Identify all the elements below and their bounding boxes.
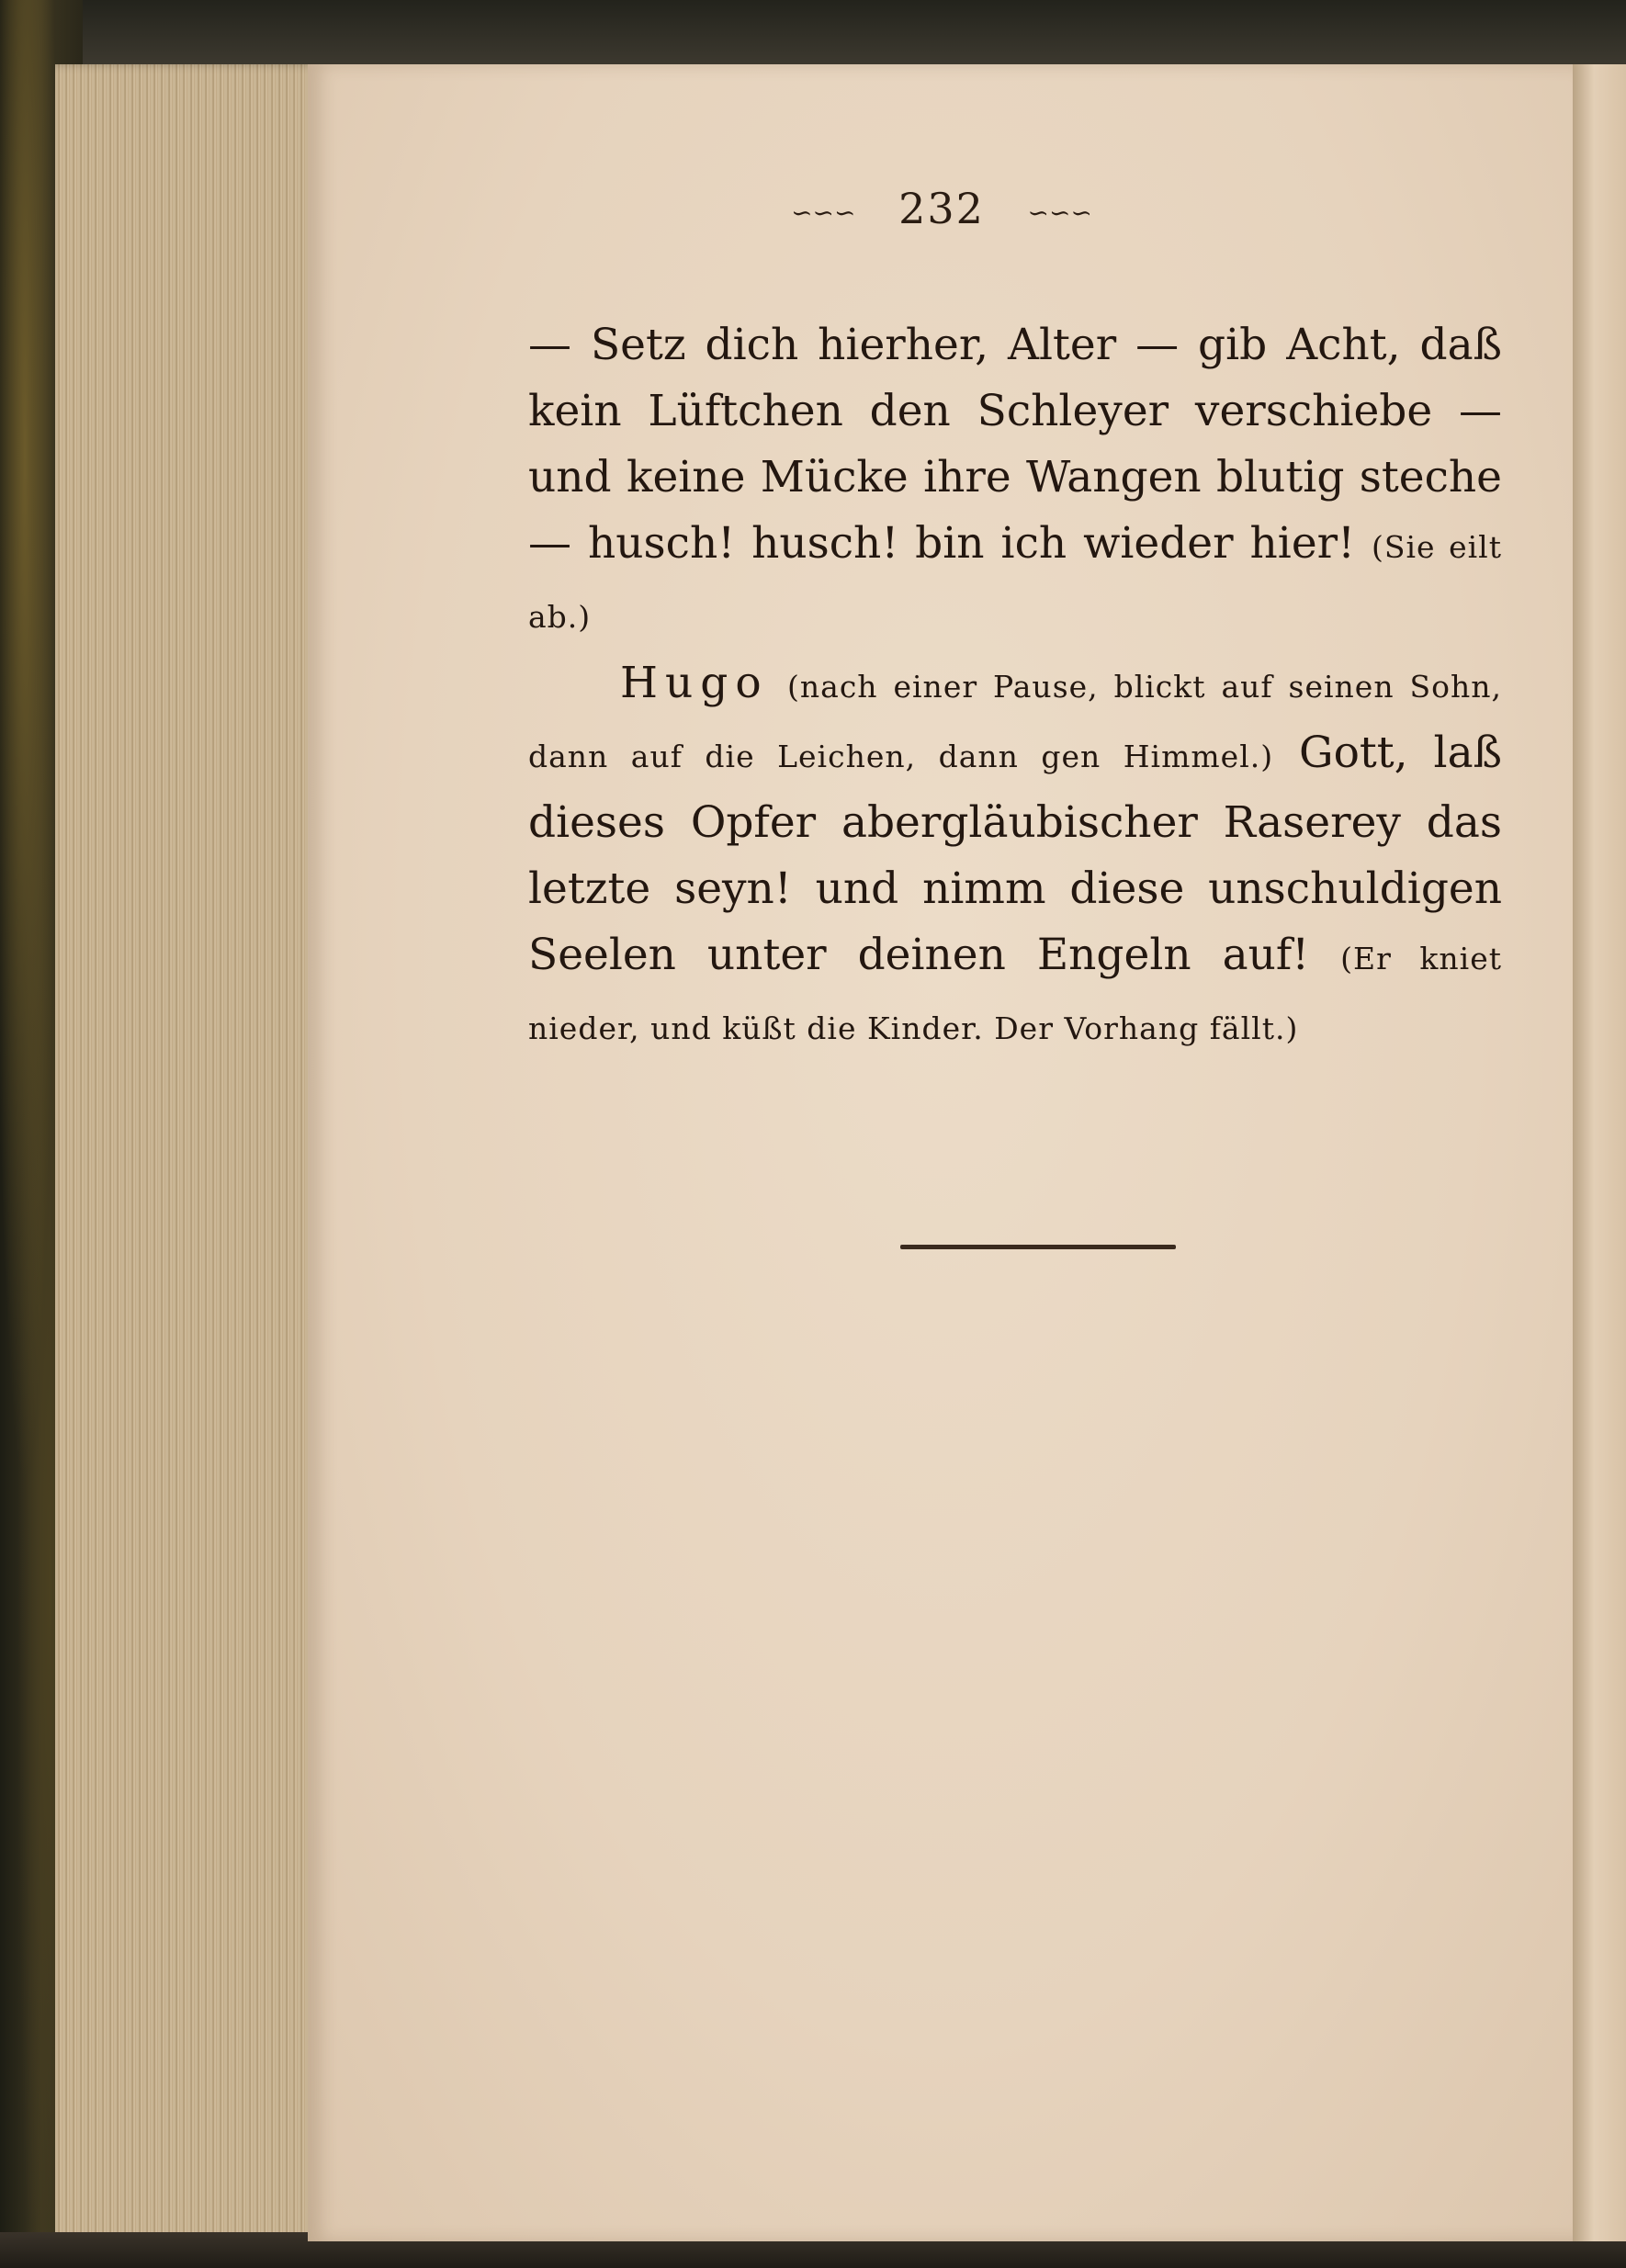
- paragraph-2-stage-intro: (nach einer Pause, blickt auf seinen Sohn, dann auf die Leichen, dann gen Himmel.): [528, 669, 1502, 774]
- page-header: [308, 184, 1575, 233]
- page-number: 232: [898, 184, 985, 233]
- opposite-page-edge: [1573, 64, 1626, 2241]
- paragraph-2: [528, 650, 1502, 1062]
- book-cover-top: [0, 0, 1626, 69]
- end-rule: [900, 1245, 1176, 1249]
- paragraph-1-text: — Setz dich hierher, Alter — gib Acht, daß kein Lüftchen den Schleyer verschiebe — und keine Mücke ihre Wangen blutig steche — husch! husch! bin ich wieder hier!: [528, 320, 1502, 569]
- page-edges: [55, 64, 322, 2241]
- paragraph-1: [528, 312, 1502, 650]
- paragraph-2-text: Gott, laß dieses Opfer abergläubischer Raserey das letzte seyn! und nimm diese unschuldigen Seelen unter deinen Engeln auf!: [528, 728, 1502, 980]
- paragraph-2-stage-direction: (Er kniet nieder, und küßt die Kinder. Der Vorhang fällt.): [528, 941, 1502, 1046]
- paragraph-1-stage-direction: (Sie eilt ab.): [528, 529, 1502, 635]
- ornament-right: ∽∽∽: [1027, 197, 1092, 228]
- page-text: [528, 312, 1502, 1062]
- speaker-name: Hugo: [620, 658, 769, 708]
- ornament-left: ∽∽∽: [791, 197, 856, 228]
- book-page: [308, 64, 1575, 2241]
